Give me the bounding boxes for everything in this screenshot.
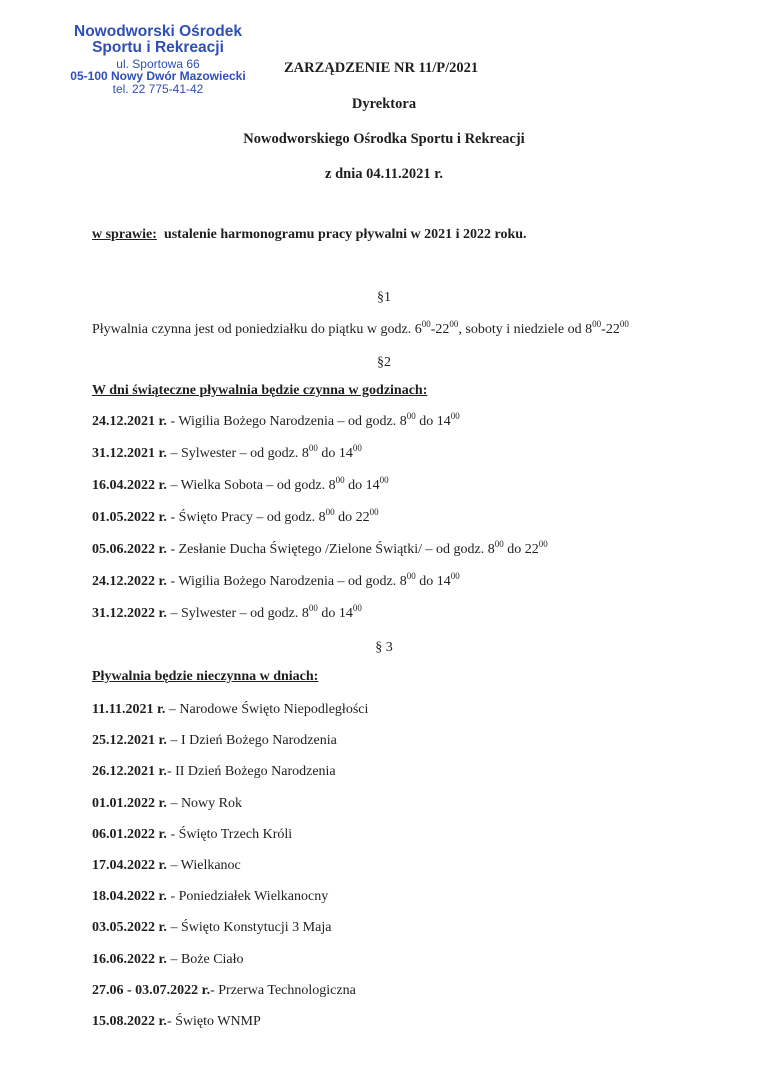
closed-day-item — [92, 858, 241, 874]
item-text: - Święto Pracy – od godz. 8 — [166, 510, 326, 525]
stamp-line-1: Nowodworski Ośrodek — [74, 23, 242, 40]
item-suffix: r. — [155, 478, 167, 493]
item-text: - Wigilia Bożego Narodzenia – od godz. 8 — [166, 414, 407, 429]
item-suffix: r. — [155, 826, 167, 842]
section-2-mark: §2 — [377, 355, 391, 370]
section-3-mark: § 3 — [375, 640, 393, 655]
item-text: do 14 — [415, 574, 451, 589]
closed-day-item — [92, 889, 328, 905]
item-text: - II Dzień Bożego Narodzenia — [166, 764, 336, 780]
document-issuer: Dyrektora — [351, 96, 417, 112]
open-day-item — [92, 443, 362, 462]
item-suffix: r. — [155, 733, 167, 749]
item-sup: 00 — [308, 603, 318, 613]
document-institution: Nowodworskiego Ośrodka Sportu i Rekreacji — [243, 131, 525, 147]
closed-day-item — [92, 1014, 261, 1030]
item-date: 16.06.2022 — [92, 951, 155, 967]
closed-day-item — [92, 952, 244, 968]
item-date: 31.12.2021 — [92, 446, 155, 461]
item-text: do 14 — [317, 446, 353, 461]
item-sup: 00 — [352, 603, 362, 613]
item-suffix: r. — [155, 510, 167, 525]
item-text: do 22 — [503, 542, 539, 557]
open-day-item — [92, 411, 460, 430]
item-text: - Wigilia Bożego Narodzenia – od godz. 8 — [166, 574, 407, 589]
section-1-text: Pływalnia czynna jest od poniedziałku do piątku w godz. $6^{00}-22^{00}$, soboty i niedziele od $8^{00}-22^{00}$ — [92, 319, 629, 337]
item-text: do 22 — [334, 510, 370, 525]
item-suffix: r. — [155, 1014, 167, 1029]
item-suffix: r. — [155, 920, 167, 936]
item-suffix: r. — [155, 951, 167, 967]
closed-day-item — [92, 796, 242, 812]
section-1-mark: §1 — [377, 290, 391, 305]
item-sup: 00 — [406, 411, 416, 421]
section-3-heading: Pływalnia będzie nieczynna w dniach: — [92, 669, 319, 684]
item-sup: 00 — [369, 507, 379, 517]
closed-day-item — [92, 827, 292, 843]
item-sup: 00 — [450, 411, 460, 421]
item-sup: 00 — [335, 475, 345, 485]
item-text: - Święto Trzech Króli — [166, 826, 293, 842]
item-text: – I Dzień Bożego Narodzenia — [166, 733, 337, 749]
item-text: - Święto WNMP — [166, 1014, 261, 1029]
item-sup: 00 — [450, 571, 460, 581]
closed-day-item — [92, 764, 336, 780]
item-text: – Wielkanoc — [166, 858, 241, 873]
stamp-line-5: tel. 22 775-41-42 — [112, 81, 204, 96]
open-day-item — [92, 603, 362, 622]
item-suffix: r. — [155, 764, 167, 780]
item-text: - Zesłanie Ducha Świętego /Zielone Świątki/ – od godz. 8 — [166, 542, 495, 557]
item-date: 05.06.2022 — [92, 542, 155, 557]
stamp-line-2: Sportu i Rekreacji — [92, 39, 224, 57]
item-date: 03.05.2022 — [92, 920, 155, 936]
item-suffix: r. — [155, 446, 167, 461]
section-2-heading: W dni świąteczne pływalnia będzie czynna w godzinach: — [92, 383, 428, 398]
item-suffix: r. — [155, 574, 167, 589]
subject-line — [92, 227, 527, 243]
institution-stamp — [58, 24, 258, 95]
document-date: z dnia 04.11.2021 r. — [325, 166, 443, 182]
item-text: do 14 — [415, 414, 451, 429]
item-date: 16.04.2022 — [92, 478, 155, 493]
item-suffix: r. — [155, 795, 167, 811]
item-date: 18.04.2022 — [92, 889, 155, 905]
item-sup: 00 — [494, 539, 504, 549]
item-date: 11.11.2021 — [92, 702, 154, 717]
item-date: 06.01.2022 — [92, 826, 155, 842]
item-suffix: r. — [198, 982, 211, 998]
item-date: 31.12.2022 — [92, 606, 155, 621]
item-sup: 00 — [325, 507, 335, 517]
item-suffix: r. — [155, 606, 167, 621]
item-text: – Narodowe Święto Niepodległości — [165, 702, 369, 717]
closed-day-item — [92, 702, 368, 718]
stamp-line-3: ul. Sportowa 66 — [116, 56, 200, 71]
item-date: 25.12.2021 — [92, 733, 155, 749]
item-date: 26.12.2021 — [92, 764, 155, 780]
item-text: – Święto Konstytucji 3 Maja — [166, 920, 332, 936]
open-day-item — [92, 539, 548, 558]
item-text: - Poniedziałek Wielkanocny — [166, 889, 329, 905]
item-suffix: r. — [155, 889, 167, 905]
stamp-line-4: 05-100 Nowy Dwór Mazowiecki — [70, 69, 246, 84]
item-sup: 00 — [379, 475, 389, 485]
open-day-item — [92, 475, 389, 494]
item-text: - Przerwa Technologiczna — [210, 982, 356, 998]
item-text: – Boże Ciało — [166, 951, 244, 967]
item-text: do 14 — [344, 478, 380, 493]
closed-day-item — [92, 983, 356, 999]
item-date: 17.04.2022 — [92, 858, 155, 873]
item-sup: 00 — [538, 539, 548, 549]
item-sup: 00 — [352, 443, 362, 453]
closed-day-item — [92, 733, 337, 749]
item-date: 24.12.2022 — [92, 574, 155, 589]
item-date: 27.06 - 03.07.2022 — [92, 982, 199, 998]
item-date: 01.01.2022 — [92, 795, 155, 811]
closed-day-item — [92, 920, 331, 936]
subject-label: w sprawie: — [92, 227, 157, 242]
item-text: do 14 — [317, 606, 353, 621]
item-suffix: r. — [155, 414, 167, 429]
item-sup: 00 — [406, 571, 416, 581]
item-suffix: r. — [155, 858, 167, 873]
open-day-item — [92, 507, 379, 526]
item-sup: 00 — [308, 443, 318, 453]
item-text: – Nowy Rok — [166, 795, 242, 811]
open-day-item — [92, 571, 460, 590]
item-date: 15.08.2022 — [92, 1014, 155, 1029]
document-title: ZARZĄDZENIE NR 11/P/2021 — [284, 60, 479, 76]
item-text: – Wielka Sobota – od godz. 8 — [166, 478, 336, 493]
item-suffix: r. — [155, 542, 167, 557]
item-suffix: r. — [153, 702, 166, 717]
item-text: – Sylwester – od godz. 8 — [166, 446, 309, 461]
item-date: 01.05.2022 — [92, 510, 155, 525]
item-date: 24.12.2021 — [92, 414, 155, 429]
item-text: – Sylwester – od godz. 8 — [166, 606, 309, 621]
subject-text: ustalenie harmonogramu pracy pływalni w 2021 i 2022 roku. — [163, 227, 527, 242]
